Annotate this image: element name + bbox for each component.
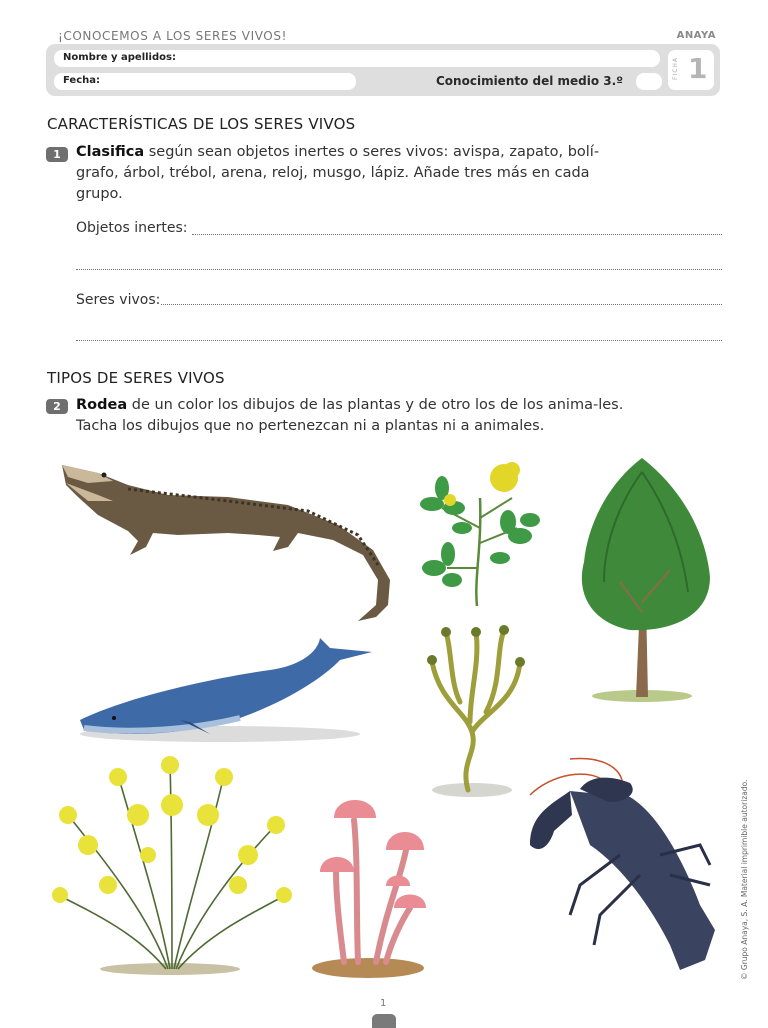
mushrooms-illustration[interactable] [306,790,432,980]
exercise2-instruction [76,395,636,437]
unit-title: ¡CONOCEMOS A LOS SERES VIVOS! [58,29,287,43]
date-field[interactable] [54,73,356,90]
exercise1-text: según sean objetos inertes o seres vivos: avispa, zapato, bolí-grafo, árbol, trébol, arena, reloj, musgo, lápiz. Añade tres más en cada grupo. [76,144,600,202]
exercise1-instruction [76,142,616,205]
answer-line[interactable] [76,340,722,341]
name-field[interactable] [54,50,660,67]
exercise2-text: de un color los dibujos de las plantas y de otro los de los anima-les. Tacha los dibujos que no pertenezcan ni a plantas ni a animales. [76,397,624,434]
date-label: Fecha: [63,75,101,86]
broom-bush-illustration[interactable] [48,755,293,977]
copyright-notice: © Grupo Anaya, S. A. Material imprimible autorizado. [740,779,749,980]
inert-objects-label: Objetos inertes: [76,220,188,236]
page-number: 1 [380,998,387,1009]
living-beings-label: Seres vivos: [76,292,161,308]
crocodile-illustration[interactable] [58,455,400,625]
lobster-illustration[interactable] [510,755,725,980]
sheet-tab [668,50,714,90]
answer-line[interactable] [76,269,722,270]
page-tab [372,1014,396,1028]
exercise-number-badge: 2 [46,399,68,414]
subject-label: Conocimiento del medio 3.º [436,74,623,88]
answer-line[interactable] [192,234,722,235]
clover-illustration[interactable] [412,458,542,608]
exercise1-verb: Clasifica [76,144,145,160]
student-info-box [46,44,720,96]
sheet-number: 1 [688,52,708,85]
sheet-label: FICHA [672,56,679,80]
name-label: Nombre y apellidos: [63,52,176,63]
tree-illustration[interactable] [570,452,720,707]
publisher-logo: ANAYA [676,30,716,41]
grade-field[interactable] [636,73,662,90]
answer-line[interactable] [161,304,722,305]
whale-illustration[interactable] [70,630,375,750]
exercise-number-badge: 1 [46,147,68,162]
section2-title: TIPOS DE SERES VIVOS [47,369,225,387]
exercise2-verb: Rodea [76,397,128,413]
section1-title: CARACTERÍSTICAS DE LOS SERES VIVOS [47,115,356,133]
